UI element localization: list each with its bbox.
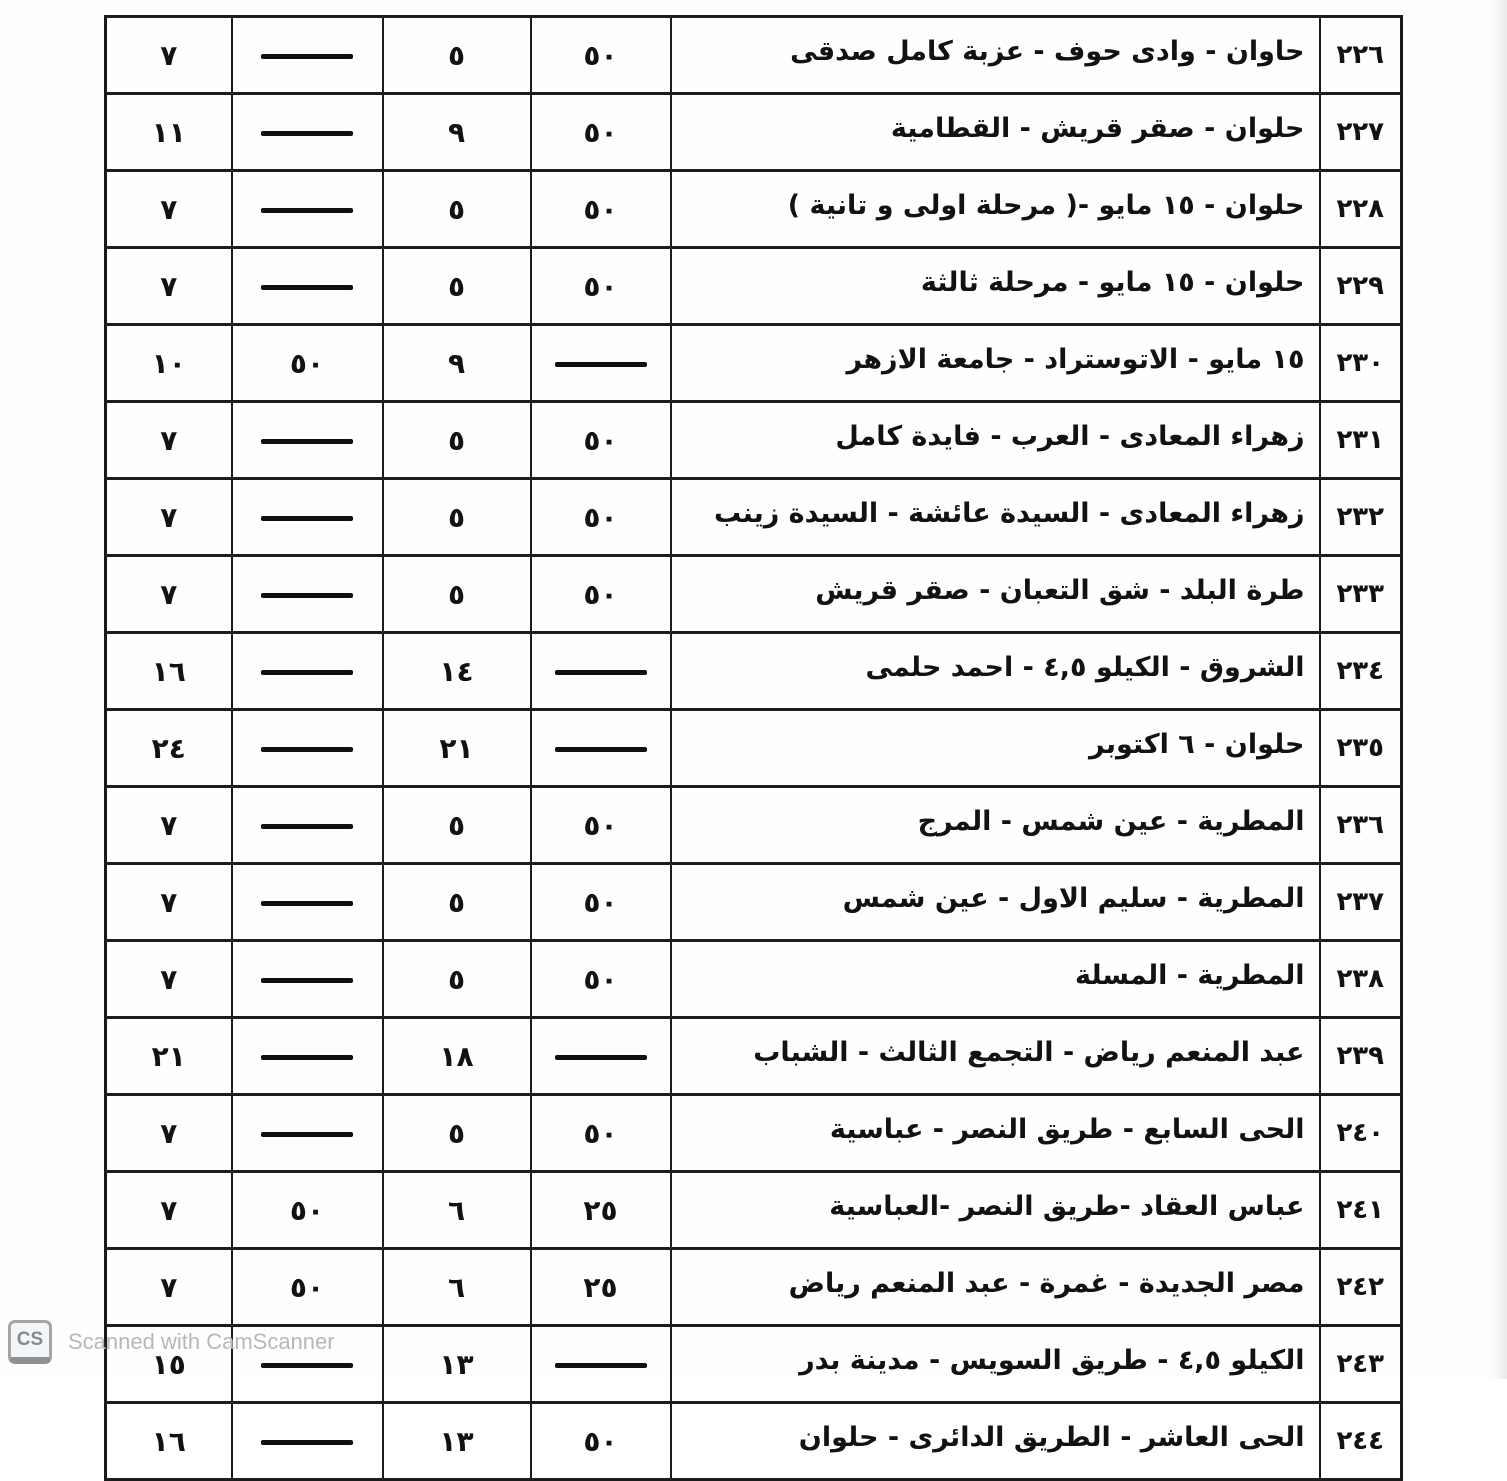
fare-cell — [531, 325, 671, 402]
table-row — [106, 171, 1402, 248]
dash-mark — [555, 747, 647, 752]
fare-cell: ١٣ — [383, 1403, 531, 1480]
fare-cell: ٥ — [383, 479, 531, 556]
table-row — [106, 1172, 1402, 1249]
route-name: زهراء المعادى - السيدة عائشة - السيدة زينب — [671, 479, 1320, 556]
route-name: حلوان - صقر قريش - القطامية — [671, 94, 1320, 171]
row-number: ٢٣٢ — [1320, 479, 1402, 556]
route-name: زهراء المعادى - العرب - فايدة كامل — [671, 402, 1320, 479]
fare-cell: ٧ — [106, 1249, 232, 1326]
fare-cell: ٥٠ — [232, 1249, 383, 1326]
fare-cell: ٥ — [383, 402, 531, 479]
camscanner-logo-icon: CS — [8, 1320, 52, 1364]
fare-cell — [232, 556, 383, 633]
dash-mark — [261, 747, 353, 752]
table-row — [106, 248, 1402, 325]
table-row — [106, 325, 1402, 402]
camscanner-watermark — [8, 1320, 335, 1364]
table-row — [106, 1095, 1402, 1172]
fare-table-body — [106, 17, 1402, 1480]
fare-cell: ٥ — [383, 787, 531, 864]
row-number: ٢٣٩ — [1320, 1018, 1402, 1095]
fare-cell: ٥٠ — [232, 1172, 383, 1249]
route-name: ١٥ مايو - الاتوستراد - جامعة الازهر — [671, 325, 1320, 402]
route-name: عباس العقاد -طريق النصر -العباسية — [671, 1172, 1320, 1249]
fare-cell: ٥٠ — [531, 1095, 671, 1172]
route-name: الحى السابع - طريق النصر - عباسية — [671, 1095, 1320, 1172]
fare-cell: ٥ — [383, 17, 531, 94]
route-name: المطرية - عين شمس - المرج — [671, 787, 1320, 864]
fare-cell: ٥٠ — [531, 787, 671, 864]
table-row — [106, 710, 1402, 787]
dash-mark — [555, 1055, 647, 1060]
fare-cell: ٧ — [106, 171, 232, 248]
table-row — [106, 1403, 1402, 1480]
dash-mark — [555, 362, 647, 367]
fare-cell — [232, 94, 383, 171]
fare-cell — [232, 941, 383, 1018]
fare-cell — [232, 710, 383, 787]
dash-mark — [261, 670, 353, 675]
row-number: ٢٣٦ — [1320, 787, 1402, 864]
route-name: حلوان - ٦ اكتوبر — [671, 710, 1320, 787]
route-name: المطرية - سليم الاول - عين شمس — [671, 864, 1320, 941]
fare-cell: ٥٠ — [531, 248, 671, 325]
row-number: ٢٤٠ — [1320, 1095, 1402, 1172]
fare-cell: ٥٠ — [531, 864, 671, 941]
fare-cell: ٧ — [106, 1095, 232, 1172]
table-row — [106, 1249, 1402, 1326]
fare-cell: ٧ — [106, 479, 232, 556]
fare-cell — [232, 171, 383, 248]
route-name: مصر الجديدة - غمرة - عبد المنعم رياض — [671, 1249, 1320, 1326]
dash-mark — [261, 1055, 353, 1060]
row-number: ٢٣٥ — [1320, 710, 1402, 787]
table-row — [106, 556, 1402, 633]
fare-cell: ٦ — [383, 1249, 531, 1326]
table-row — [106, 633, 1402, 710]
row-number: ٢٤٣ — [1320, 1326, 1402, 1403]
dash-mark — [261, 1440, 353, 1445]
fare-cell — [531, 1326, 671, 1403]
row-number: ٢٢٨ — [1320, 171, 1402, 248]
route-name: الكيلو ٤,٥ - طريق السويس - مدينة بدر — [671, 1326, 1320, 1403]
fare-cell: ٧ — [106, 1172, 232, 1249]
row-number: ٢٣٠ — [1320, 325, 1402, 402]
fare-cell: ٧ — [106, 787, 232, 864]
fare-cell: ٢٥ — [531, 1172, 671, 1249]
fare-cell: ٥٠ — [531, 479, 671, 556]
table-row — [106, 479, 1402, 556]
fare-cell: ٧ — [106, 17, 232, 94]
fare-cell: ١١ — [106, 94, 232, 171]
table-row — [106, 787, 1402, 864]
table-row — [106, 1018, 1402, 1095]
dash-mark — [261, 439, 353, 444]
fare-cell: ٥ — [383, 864, 531, 941]
fare-cell: ٢١ — [106, 1018, 232, 1095]
row-number: ٢٤٢ — [1320, 1249, 1402, 1326]
fare-cell: ١٣ — [383, 1326, 531, 1403]
fare-cell: ٥ — [383, 248, 531, 325]
dash-mark — [261, 593, 353, 598]
row-number: ٢٣١ — [1320, 402, 1402, 479]
fare-cell: ١٤ — [383, 633, 531, 710]
fare-cell: ٢٤ — [106, 710, 232, 787]
fare-cell — [232, 402, 383, 479]
route-name: المطرية - المسلة — [671, 941, 1320, 1018]
fare-cell — [232, 479, 383, 556]
fare-cell — [531, 1018, 671, 1095]
row-number: ٢٢٩ — [1320, 248, 1402, 325]
fare-cell — [531, 633, 671, 710]
fare-cell — [531, 710, 671, 787]
fare-cell — [232, 248, 383, 325]
fare-cell: ١٦ — [106, 1403, 232, 1480]
dash-mark — [261, 901, 353, 906]
table-row — [106, 941, 1402, 1018]
scan-edge-shadow — [1491, 0, 1507, 1379]
fare-cell: ٥٠ — [531, 171, 671, 248]
fare-cell: ٦ — [383, 1172, 531, 1249]
fare-cell: ٥٠ — [531, 94, 671, 171]
fare-cell — [232, 1018, 383, 1095]
dash-mark — [261, 516, 353, 521]
fare-cell: ٥٠ — [531, 1403, 671, 1480]
dash-mark — [261, 285, 353, 290]
route-name: طرة البلد - شق التعبان - صقر قريش — [671, 556, 1320, 633]
fare-cell: ٥ — [383, 941, 531, 1018]
fare-cell: ١٥ — [106, 1326, 232, 1403]
dash-mark — [261, 824, 353, 829]
fare-cell — [232, 633, 383, 710]
row-number: ٢٣٣ — [1320, 556, 1402, 633]
dash-mark — [555, 1363, 647, 1368]
route-name: حلوان - ١٥ مايو -( مرحلة اولى و تانية ) — [671, 171, 1320, 248]
table-row — [106, 17, 1402, 94]
fare-table — [104, 15, 1403, 1481]
fare-cell — [232, 1403, 383, 1480]
route-name: عبد المنعم رياض - التجمع الثالث - الشباب — [671, 1018, 1320, 1095]
fare-cell: ٥ — [383, 1095, 531, 1172]
row-number: ٢٣٧ — [1320, 864, 1402, 941]
fare-cell: ١٦ — [106, 633, 232, 710]
dash-mark — [261, 54, 353, 59]
row-number: ٢٢٧ — [1320, 94, 1402, 171]
dash-mark — [261, 208, 353, 213]
fare-cell: ٧ — [106, 864, 232, 941]
route-name: الشروق - الكيلو ٤,٥ - احمد حلمى — [671, 633, 1320, 710]
watermark-text: Scanned with CamScanner — [68, 1329, 335, 1354]
fare-cell: ٧ — [106, 248, 232, 325]
row-number: ٢٤٤ — [1320, 1403, 1402, 1480]
fare-cell — [232, 1095, 383, 1172]
row-number: ٢٣٨ — [1320, 941, 1402, 1018]
fare-cell: ١٨ — [383, 1018, 531, 1095]
fare-cell: ٢٥ — [531, 1249, 671, 1326]
row-number: ٢٢٦ — [1320, 17, 1402, 94]
fare-cell — [232, 787, 383, 864]
fare-cell: ٩ — [383, 94, 531, 171]
fare-cell: ١٠ — [106, 325, 232, 402]
dash-mark — [555, 670, 647, 675]
fare-cell: ٧ — [106, 941, 232, 1018]
route-name: حلوان - ١٥ مايو - مرحلة ثالثة — [671, 248, 1320, 325]
fare-cell: ٥ — [383, 556, 531, 633]
table-row — [106, 94, 1402, 171]
fare-cell — [232, 864, 383, 941]
fare-cell: ٥٠ — [232, 325, 383, 402]
fare-cell: ٩ — [383, 325, 531, 402]
fare-cell: ٥٠ — [531, 402, 671, 479]
table-row — [106, 864, 1402, 941]
dash-mark — [261, 978, 353, 983]
fare-cell: ٥٠ — [531, 556, 671, 633]
fare-cell — [232, 17, 383, 94]
row-number: ٢٤١ — [1320, 1172, 1402, 1249]
route-name: الحى العاشر - الطريق الدائرى - حلوان — [671, 1403, 1320, 1480]
fare-cell: ٧ — [106, 402, 232, 479]
dash-mark — [261, 1132, 353, 1137]
fare-cell: ٥٠ — [531, 17, 671, 94]
fare-cell: ٧ — [106, 556, 232, 633]
dash-mark — [261, 131, 353, 136]
row-number: ٢٣٤ — [1320, 633, 1402, 710]
fare-cell: ٥ — [383, 171, 531, 248]
table-row — [106, 402, 1402, 479]
route-name: حاوان - وادى حوف - عزبة كامل صدقى — [671, 17, 1320, 94]
fare-cell: ٥٠ — [531, 941, 671, 1018]
fare-cell: ٢١ — [383, 710, 531, 787]
